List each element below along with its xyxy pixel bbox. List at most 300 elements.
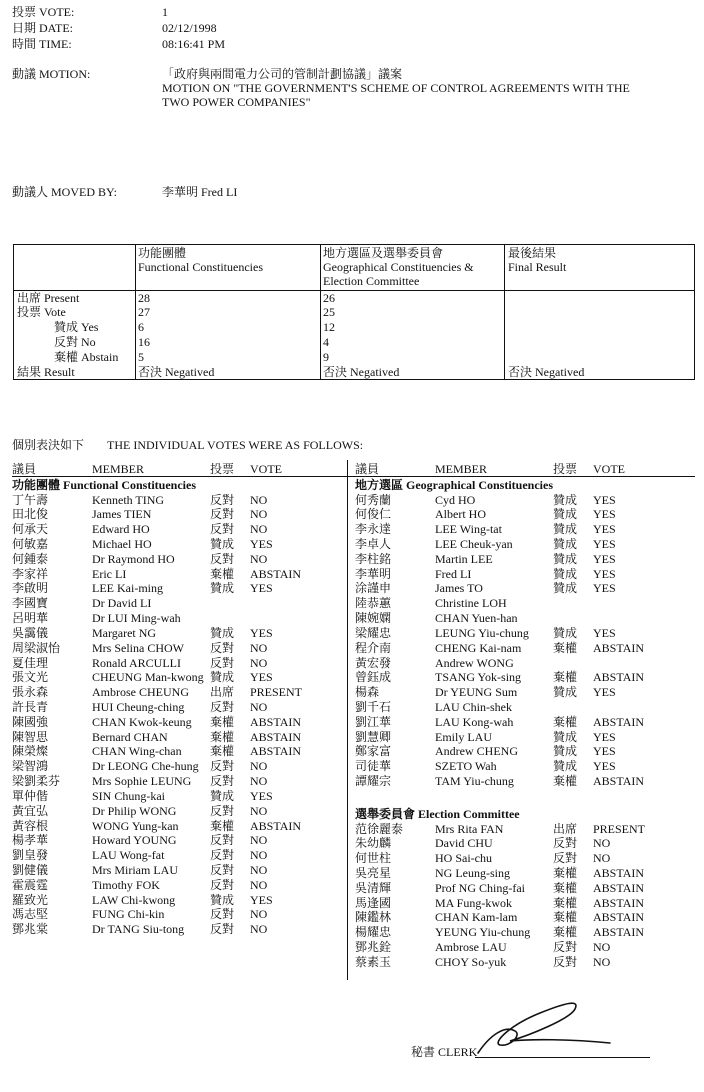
vote-en: YES [593, 522, 616, 537]
functional-section-title: 功能團體 Functional Constituencies [12, 478, 197, 492]
vote-en: NO [593, 836, 611, 851]
member-name-zh: 羅致光 [12, 892, 49, 907]
vote-en: YES [593, 551, 616, 566]
motion-title-zh: 「政府與兩間電力公司的管制計劃協議」議案 [162, 67, 403, 81]
member-row [355, 715, 695, 730]
vote-en: YES [593, 581, 616, 596]
member-name-en: James TO [435, 581, 483, 596]
member-name-en: James TIEN [92, 507, 152, 522]
vote-en: YES [250, 788, 273, 803]
member-name-en: Dr Philip WONG [92, 803, 177, 818]
summary-col-divider-1 [135, 244, 136, 380]
member-row [12, 789, 342, 804]
vote-zh: 贊成 [553, 685, 578, 700]
summary-col-divider-3 [504, 244, 505, 380]
left-head-vote: VOTE [250, 462, 282, 476]
member-name-zh: 楊孝華 [12, 833, 49, 848]
member-name-zh: 李卓人 [355, 536, 392, 551]
member-row [12, 774, 342, 789]
member-row [355, 507, 695, 522]
member-name-en: LEE Cheuk-yan [435, 536, 513, 551]
vote-zh: 反對 [210, 907, 235, 922]
vote-en: ABSTAIN [593, 714, 645, 729]
member-row [355, 552, 695, 567]
member-name-en: Albert HO [435, 507, 486, 522]
vote-en: NO [593, 940, 611, 955]
member-name-zh: 劉江華 [355, 714, 392, 729]
left-head-member-zh: 議員 [12, 462, 37, 476]
member-name-en: Fred LI [435, 566, 472, 581]
member-name-en: Bernard CHAN [92, 729, 168, 744]
right-head-member: MEMBER [435, 462, 488, 476]
member-name-zh: 霍震霆 [12, 877, 49, 892]
member-name-en: Emily LAU [435, 729, 492, 744]
member-name-en: Dr YEUNG Sum [435, 685, 518, 700]
member-name-zh: 張永森 [12, 685, 49, 700]
vote-en: YES [250, 670, 273, 685]
member-name-en: Martin LEE [435, 551, 493, 566]
vote-zh: 反對 [553, 836, 578, 851]
vote-zh: 反對 [210, 522, 235, 537]
member-name-zh: 陳婉嫻 [355, 611, 392, 626]
member-name-zh: 田北俊 [12, 507, 49, 522]
member-row [355, 493, 695, 508]
time-value: 08:16:41 PM [162, 37, 226, 51]
vote-zh: 出席 [210, 685, 235, 700]
right-head-vote: VOTE [593, 462, 625, 476]
vote-en: NO [250, 774, 268, 789]
member-name-en: Dr Raymond HO [92, 551, 175, 566]
vote-zh: 贊成 [553, 507, 578, 522]
member-name-zh: 丁午壽 [12, 492, 49, 507]
votes-column-divider [347, 460, 348, 980]
functional-constituencies-list [12, 478, 342, 958]
member-row [355, 611, 695, 626]
vote-zh: 贊成 [553, 492, 578, 507]
vote-zh: 反對 [553, 851, 578, 866]
member-row [355, 955, 695, 970]
member-name-en: NG Leung-sing [435, 865, 510, 880]
vote-zh: 棄權 [553, 865, 578, 880]
vote-en: ABSTAIN [250, 818, 302, 833]
member-row [355, 567, 695, 582]
member-row [12, 804, 342, 819]
member-row [12, 611, 342, 626]
member-row [12, 744, 342, 759]
col-final-zh: 最後結果 [508, 246, 557, 260]
member-name-zh: 劉皇發 [12, 848, 49, 863]
member-name-zh: 何敏嘉 [12, 536, 49, 551]
vote-zh: 反對 [553, 940, 578, 955]
vote-en: ABSTAIN [250, 729, 302, 744]
moved-by-value: 李華明 Fred LI [162, 185, 238, 199]
vote-zh: 棄權 [210, 566, 235, 581]
vote-en: ABSTAIN [593, 865, 645, 880]
election-committee-list [355, 807, 695, 977]
member-name-zh: 劉健儀 [12, 863, 49, 877]
vote-zh: 反對 [210, 655, 235, 670]
member-name-zh: 陳國強 [12, 714, 49, 729]
vote-summary-table [13, 244, 695, 380]
vote-zh: 贊成 [553, 522, 578, 537]
member-row [355, 910, 695, 925]
member-name-zh: 夏佳理 [12, 655, 49, 670]
member-name-zh: 黃宏發 [355, 655, 392, 670]
vote-en: ABSTAIN [250, 744, 302, 759]
member-row [12, 907, 342, 922]
member-name-en: Kenneth TING [92, 492, 165, 507]
col-functional-zh: 功能團體 [138, 246, 187, 260]
member-name-en: HUI Cheung-ching [92, 699, 185, 714]
member-row [12, 759, 342, 774]
member-row [355, 596, 695, 611]
vote-zh: 贊成 [553, 625, 578, 640]
member-name-zh: 張文光 [12, 670, 49, 685]
member-row [355, 685, 695, 700]
member-name-en: Michael HO [92, 536, 152, 551]
member-name-zh: 劉千石 [355, 699, 392, 714]
member-name-en: CHAN Wing-chan [92, 744, 182, 759]
date-row [12, 21, 412, 35]
right-head-vote-zh: 投票 [553, 462, 578, 476]
vote-zh: 棄權 [210, 714, 235, 729]
member-name-en: LAU Chin-shek [435, 699, 512, 714]
member-row [355, 940, 695, 955]
vote-zh: 反對 [210, 492, 235, 507]
vote-en: NO [593, 954, 611, 969]
member-name-zh: 馬逢國 [355, 895, 392, 910]
votes-header-rule [12, 476, 695, 477]
row-result-final: 否決 Negatived [508, 365, 585, 379]
member-name-zh: 黃宜弘 [12, 803, 49, 818]
vote-zh: 贊成 [210, 581, 235, 596]
member-row [355, 896, 695, 911]
member-name-en: LAU Kong-wah [435, 714, 514, 729]
member-name-en: WONG Yung-kan [92, 818, 179, 833]
member-row [12, 641, 342, 656]
vote-en: NO [593, 851, 611, 866]
vote-zh: 反對 [210, 640, 235, 655]
member-name-zh: 何俊仁 [355, 507, 392, 522]
member-name-en: Andrew CHENG [435, 744, 518, 759]
member-row [355, 851, 695, 866]
member-row [12, 581, 342, 596]
member-name-zh: 單仲偕 [12, 788, 49, 803]
vote-en: NO [250, 655, 268, 670]
member-row [355, 700, 695, 715]
vote-en: ABSTAIN [593, 910, 645, 925]
member-name-zh: 李永達 [355, 522, 392, 537]
member-name-en: Dr David LI [92, 596, 152, 611]
member-name-en: Mrs Miriam LAU [92, 863, 178, 877]
vote-zh: 棄權 [553, 910, 578, 925]
row-no-label: 反對 No [54, 335, 96, 349]
row-result-fc: 否決 Negatived [138, 365, 215, 379]
col-functional-en: Functional Constituencies [138, 260, 263, 274]
moved-by-label: 動議人 MOVED BY: [12, 185, 117, 199]
member-row [355, 537, 695, 552]
vote-en: YES [593, 759, 616, 774]
vote-zh: 贊成 [553, 581, 578, 596]
row-present-gc: 26 [323, 291, 335, 305]
vote-zh: 反對 [210, 922, 235, 937]
member-row [12, 567, 342, 582]
vote-zh: 反對 [210, 507, 235, 522]
row-result-label: 結果 Result [17, 365, 75, 379]
member-name-en: LEUNG Yiu-chung [435, 625, 529, 640]
member-name-en: LAU Wong-fat [92, 848, 165, 863]
vote-zh: 反對 [210, 833, 235, 848]
vote-zh: 棄權 [553, 880, 578, 895]
member-name-en: Mrs Rita FAN [435, 821, 504, 836]
member-row [355, 641, 695, 656]
vote-en: YES [250, 892, 273, 907]
vote-zh: 棄權 [553, 895, 578, 910]
member-name-en: Dr LUI Ming-wah [92, 611, 181, 626]
member-row [12, 656, 342, 671]
vote-zh: 反對 [553, 954, 578, 969]
member-name-en: HO Sai-chu [435, 851, 492, 866]
member-name-zh: 陸恭蕙 [355, 596, 392, 611]
col-geographical-en-line1: Geographical Constituencies & [323, 260, 474, 274]
member-name-en: CHOY So-yuk [435, 954, 507, 969]
motion-title-en-line2: TWO POWER COMPANIES" [162, 95, 311, 109]
vote-en: ABSTAIN [250, 714, 302, 729]
vote-en: NO [250, 833, 268, 848]
member-name-en: YEUNG Yiu-chung [435, 925, 531, 940]
vote-zh: 棄權 [553, 774, 578, 789]
vote-zh: 棄權 [553, 640, 578, 655]
row-vote-label: 投票 Vote [17, 305, 66, 319]
vote-en: ABSTAIN [593, 925, 645, 940]
member-row [355, 822, 695, 837]
vote-en: YES [250, 581, 273, 596]
member-row [12, 552, 342, 567]
vote-en: YES [250, 536, 273, 551]
vote-zh: 反對 [210, 863, 235, 877]
member-name-en: Mrs Sophie LEUNG [92, 774, 192, 789]
member-name-zh: 陳榮燦 [12, 744, 49, 759]
individual-votes-intro-zh: 個別表決如下 [12, 438, 85, 452]
member-row [12, 863, 342, 878]
vote-en: PRESENT [250, 685, 303, 700]
vote-zh: 反對 [210, 803, 235, 818]
member-row [12, 596, 342, 611]
member-row [12, 730, 342, 745]
vote-zh: 贊成 [553, 566, 578, 581]
row-abstain-fc: 5 [138, 350, 144, 364]
vote-zh: 贊成 [553, 551, 578, 566]
member-name-zh: 吳亮星 [355, 865, 392, 880]
member-name-en: Dr TANG Siu-tong [92, 922, 185, 937]
member-name-zh: 程介南 [355, 640, 392, 655]
summary-col-divider-2 [320, 244, 321, 380]
member-row [12, 507, 342, 522]
member-name-zh: 馮志堅 [12, 907, 49, 922]
vote-label: 投票 VOTE: [12, 5, 75, 19]
geographical-constituencies-list [355, 478, 695, 789]
member-row [12, 878, 342, 893]
vote-en: ABSTAIN [593, 670, 645, 685]
right-head-member-zh: 議員 [355, 462, 380, 476]
member-name-en: LAW Chi-kwong [92, 892, 176, 907]
vote-en: YES [593, 625, 616, 640]
left-head-member: MEMBER [92, 462, 145, 476]
member-row [12, 626, 342, 641]
member-name-zh: 李家祥 [12, 566, 49, 581]
vote-zh: 反對 [210, 877, 235, 892]
member-name-en: Cyd HO [435, 492, 476, 507]
member-name-en: MA Fung-kwok [435, 895, 513, 910]
member-name-en: LEE Kai-ming [92, 581, 163, 596]
vote-value: 1 [162, 5, 168, 19]
member-row [355, 730, 695, 745]
member-name-en: Prof NG Ching-fai [435, 880, 525, 895]
member-name-zh: 李華明 [355, 566, 392, 581]
member-name-en: Howard YOUNG [92, 833, 177, 848]
vote-en: NO [250, 922, 268, 937]
member-name-en: Ronald ARCULLI [92, 655, 181, 670]
member-name-en: Margaret NG [92, 625, 157, 640]
date-label: 日期 DATE: [12, 21, 73, 35]
vote-zh: 贊成 [210, 536, 235, 551]
member-name-zh: 李啟明 [12, 581, 49, 596]
member-row [355, 522, 695, 537]
clerk-signature [470, 995, 620, 1060]
member-row [355, 670, 695, 685]
vote-zh: 棄權 [553, 925, 578, 940]
vote-zh: 棄權 [210, 729, 235, 744]
member-name-zh: 何世柱 [355, 851, 392, 866]
member-name-en: CHEUNG Man-kwong [92, 670, 204, 685]
vote-en: NO [250, 507, 268, 522]
row-vote-gc: 25 [323, 305, 335, 319]
vote-zh: 反對 [210, 774, 235, 789]
member-name-zh: 吳靄儀 [12, 625, 49, 640]
member-name-en: Mrs Selina CHOW [92, 640, 184, 655]
vote-en: ABSTAIN [593, 774, 645, 789]
geographical-section-title: 地方選區 Geographical Constituencies [355, 478, 553, 492]
vote-zh: 贊成 [553, 536, 578, 551]
member-row [355, 774, 695, 789]
vote-en: NO [250, 759, 268, 774]
member-name-en: SIN Chung-kai [92, 788, 165, 803]
member-row [12, 537, 342, 552]
member-name-zh: 劉慧卿 [355, 729, 392, 744]
member-name-en: CHAN Kwok-keung [92, 714, 192, 729]
member-row [12, 493, 342, 508]
election-section-title: 選舉委員會 Election Committee [355, 807, 520, 821]
member-name-en: LEE Wing-tat [435, 522, 502, 537]
date-value: 02/12/1998 [162, 21, 217, 35]
row-abstain-label: 棄權 Abstain [54, 350, 119, 364]
vote-en: NO [250, 907, 268, 922]
row-yes-label: 贊成 Yes [54, 320, 99, 334]
vote-en: NO [250, 492, 268, 507]
member-name-zh: 梁智鴻 [12, 759, 49, 774]
vote-zh: 棄權 [553, 670, 578, 685]
member-name-zh: 許長青 [12, 699, 49, 714]
member-name-zh: 吳清輝 [355, 880, 392, 895]
member-name-zh: 呂明華 [12, 611, 49, 626]
member-name-zh: 楊森 [355, 685, 380, 700]
member-name-zh: 涂謹申 [355, 581, 392, 596]
vote-zh: 贊成 [553, 759, 578, 774]
member-name-zh: 陳鑑林 [355, 910, 392, 925]
vote-en: YES [250, 625, 273, 640]
vote-en: NO [250, 522, 268, 537]
member-row [12, 893, 342, 908]
member-row [355, 881, 695, 896]
member-name-en: Christine LOH [435, 596, 507, 611]
vote-en: YES [593, 729, 616, 744]
vote-en: ABSTAIN [593, 895, 645, 910]
motion-label: 動議 MOTION: [12, 67, 91, 81]
member-name-zh: 李柱銘 [355, 551, 392, 566]
member-name-zh: 范徐麗泰 [355, 821, 404, 836]
vote-en: ABSTAIN [593, 880, 645, 895]
vote-number-row [12, 5, 412, 19]
summary-header-divider [13, 290, 695, 291]
time-label: 時間 TIME: [12, 37, 72, 51]
vote-en: NO [250, 863, 268, 877]
member-name-zh: 楊耀忠 [355, 925, 392, 940]
vote-zh: 棄權 [210, 744, 235, 759]
member-row [12, 819, 342, 834]
member-name-en: TAM Yiu-chung [435, 774, 514, 789]
vote-zh: 反對 [210, 551, 235, 566]
row-abstain-gc: 9 [323, 350, 329, 364]
member-name-en: SZETO Wah [435, 759, 497, 774]
time-row [12, 37, 412, 51]
member-name-zh: 黃容根 [12, 818, 49, 833]
member-row [355, 925, 695, 940]
member-name-en: Ambrose CHEUNG [92, 685, 189, 700]
member-name-zh: 梁劉柔芬 [12, 774, 61, 789]
member-row [12, 685, 342, 700]
vote-en: NO [250, 551, 268, 566]
member-row [355, 581, 695, 596]
vote-zh: 贊成 [210, 892, 235, 907]
vote-en: ABSTAIN [593, 640, 645, 655]
member-row [12, 522, 342, 537]
clerk-label: 秘書 CLERK [411, 1045, 478, 1059]
member-name-en: Andrew WONG [435, 655, 514, 670]
member-row [355, 836, 695, 851]
member-name-en: Dr LEONG Che-hung [92, 759, 199, 774]
vote-en: NO [250, 640, 268, 655]
vote-zh: 贊成 [210, 788, 235, 803]
member-name-en: CHAN Yuen-han [435, 611, 518, 626]
vote-en: PRESENT [593, 821, 646, 836]
individual-votes-intro-en: THE INDIVIDUAL VOTES WERE AS FOLLOWS: [107, 438, 364, 452]
member-name-zh: 曾鈺成 [355, 670, 392, 685]
member-name-zh: 蔡素玉 [355, 954, 392, 969]
motion-title-en-line1: MOTION ON "THE GOVERNMENT'S SCHEME OF CONTROL AGREEMENTS WITH THE [162, 81, 630, 95]
row-present-fc: 28 [138, 291, 150, 305]
col-final-en: Final Result [508, 260, 567, 274]
vote-en: NO [250, 877, 268, 892]
member-name-zh: 何承天 [12, 522, 49, 537]
vote-zh: 贊成 [210, 625, 235, 640]
member-name-zh: 梁耀忠 [355, 625, 392, 640]
member-name-en: Edward HO [92, 522, 150, 537]
member-row [12, 922, 342, 937]
member-row [12, 670, 342, 685]
vote-zh: 棄權 [210, 818, 235, 833]
vote-en: YES [593, 566, 616, 581]
vote-en: ABSTAIN [250, 566, 302, 581]
